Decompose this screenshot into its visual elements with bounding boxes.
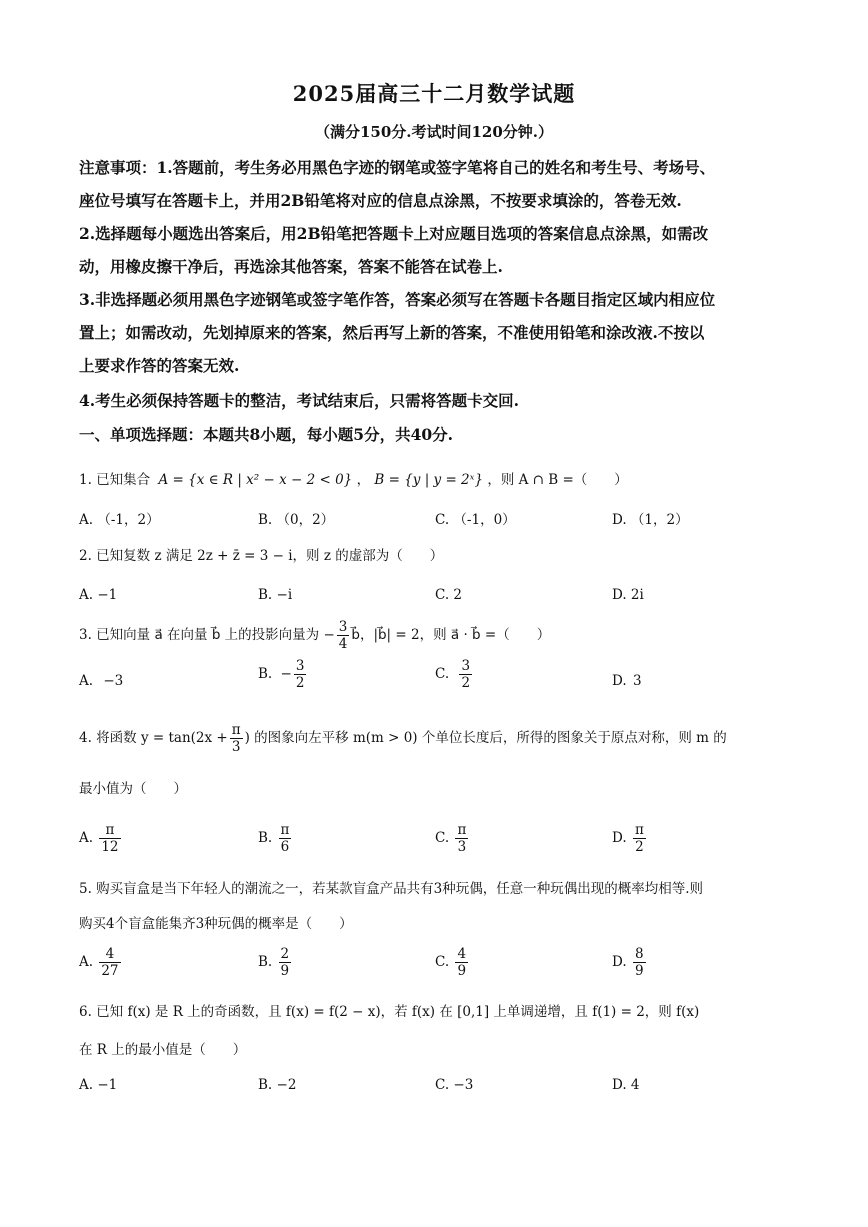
option-value: −3 [103, 673, 124, 689]
notice-line: 置上；如需改动，先划掉原来的答案，然后再写上新的答案，不准使用铅笔和涂改液.不按以 [79, 323, 705, 342]
section-heading: 一、单项选择题：本题共8小题，每小题5分，共40分. [79, 425, 454, 444]
notice-line: 4.考生必须保持答题卡的整洁，考试结束后，只需将答题卡交回. [79, 391, 520, 410]
option-fraction [459, 658, 472, 691]
q6-option-b: B. −2 [258, 1077, 297, 1093]
notice-line: 3.非选择题必须用黑色字迹钢笔或签字笔作答，答案必须写在答题卡各题目指定区域内相应位 [79, 290, 716, 309]
fraction-denominator: 9 [457, 963, 467, 979]
notice-line: 动，用橡皮擦干净后，再选涂其他答案，答案不能答在试卷上. [79, 257, 503, 276]
option-label: A. [79, 830, 94, 846]
option-label: C. [435, 954, 450, 970]
option-label: B. [258, 666, 273, 682]
option-sign: − [280, 666, 292, 682]
fraction-numerator: 4 [99, 946, 120, 963]
question-4-fraction [230, 722, 243, 755]
fraction-denominator: 3 [231, 739, 241, 755]
option-label: D. [612, 673, 627, 689]
option-label: B. [258, 830, 273, 846]
question-1-set-b: B = {y | y = 2ˣ} [374, 472, 484, 488]
option-fraction [99, 946, 120, 979]
option-fraction [294, 658, 307, 691]
fraction-denominator: 9 [634, 963, 644, 979]
q5-option-a [79, 946, 123, 979]
fraction-denominator: 2 [295, 675, 305, 691]
option-label: B. [258, 954, 273, 970]
notice-line: 座位号填写在答题卡上，并用2B铅笔将对应的信息点涂黑，不按要求填涂的，答卷无效. [79, 191, 682, 210]
option-label: D. [612, 954, 627, 970]
fraction-denominator: 27 [101, 963, 119, 979]
option-label: A. [79, 954, 94, 970]
q3-option-c [435, 658, 474, 691]
q4-option-a [79, 822, 123, 855]
question-5-line2: 购买4个盲盒能集齐3种玩偶的概率是（ ） [79, 916, 353, 932]
q3-option-a [79, 673, 123, 689]
fraction-numerator: π [634, 822, 644, 838]
option-fraction [455, 822, 468, 855]
option-fraction [633, 822, 646, 855]
option-label: C. [435, 666, 450, 682]
option-label: C. [435, 830, 450, 846]
fraction-numerator: 4 [457, 946, 467, 962]
fraction-denominator: 4 [338, 636, 348, 652]
fraction-numerator: π [280, 822, 290, 838]
q2-option-b: B. −i [258, 587, 293, 603]
q5-option-d [612, 946, 648, 979]
q4-option-b [258, 822, 293, 855]
question-1-set-a: A = {x ∈ R | x² − x − 2 < 0} [158, 472, 353, 488]
q3-option-b [258, 658, 308, 691]
option-label: A. [79, 673, 94, 689]
option-fraction [633, 946, 646, 979]
question-3-prefix: 3. 已知向量 a⃗ 在向量 b⃗ 上的投影向量为 − [79, 627, 335, 643]
question-3 [79, 617, 791, 653]
question-3-fraction [337, 619, 350, 652]
option-label: D. [612, 830, 627, 846]
fraction-numerator: 3 [338, 619, 348, 635]
q1-option-a: A. （-1，2） [79, 512, 160, 528]
notice-line: 2.选择题每小题选出答案后，用2B铅笔把答题卡上对应题目选项的答案信息点涂黑，如需改 [79, 224, 709, 243]
question-5: 5. 购买盲盒是当下年轻人的潮流之一，若某款盲盒产品共有3种玩偶，任意一种玩偶出现的概率均相等.则 [79, 881, 704, 897]
option-fraction [455, 946, 468, 979]
option-fraction [99, 822, 120, 855]
notice-line: 上要求作答的答案无效. [79, 356, 240, 375]
question-1-suffix: ，则 A ∩ B =（ ） [487, 472, 628, 488]
fraction-denominator: 3 [457, 839, 467, 855]
q2-option-a: A. −1 [79, 587, 118, 603]
question-4-suffix: ) 的图象向左平移 m(m > 0) 个单位长度后，所得的图象关于原点对称，则 m 的 [244, 730, 727, 746]
question-4-line2: 最小值为（ ） [79, 781, 187, 797]
fraction-numerator: 2 [280, 946, 290, 962]
q3-option-d [612, 673, 642, 689]
option-fraction [279, 822, 292, 855]
question-3-suffix: b⃗，|b⃗| = 2，则 a⃗ · b⃗ =（ ） [351, 627, 551, 643]
question-4-prefix: 4. 将函数 y = tan(2x + [79, 730, 228, 746]
q4-option-d [612, 822, 648, 855]
q1-option-b: B. （0，2） [258, 512, 335, 528]
option-fraction [279, 946, 292, 979]
question-2: 2. 已知复数 z 满足 2z + z̄ = 3 − i，则 z 的虚部为（ ） [79, 548, 444, 564]
notice-line: 注意事项：1.答题前，考生务必用黑色字迹的钢笔或签字笔将自己的姓名和考生号、考场号、 [79, 158, 716, 177]
fraction-denominator: 9 [280, 963, 290, 979]
fraction-denominator: 2 [635, 839, 644, 855]
q4-option-c [435, 822, 470, 855]
exam-subtitle: （满分150分.考试时间120分钟.） [314, 123, 554, 141]
q1-option-c: C. （-1，0） [435, 512, 516, 528]
q5-option-b [258, 946, 293, 979]
fraction-denominator: 12 [101, 839, 119, 855]
fraction-denominator: 2 [461, 675, 471, 691]
fraction-numerator: π [99, 822, 120, 839]
option-value: 3 [632, 673, 642, 689]
fraction-numerator: π [457, 822, 467, 838]
q6-option-d: D. 4 [612, 1077, 640, 1093]
fraction-numerator: 3 [295, 658, 305, 674]
q6-option-a: A. −1 [79, 1077, 118, 1093]
question-6: 6. 已知 f(x) 是 R 上的奇函数，且 f(x) = f(2 − x)，若 f(x) 在 [0,1] 上单调递增，且 f(1) = 2，则 f(x) [79, 1004, 700, 1020]
q2-option-c: C. 2 [435, 587, 463, 603]
exam-title: 2025届高三十二月数学试题 [292, 81, 576, 106]
question-4 [79, 720, 791, 756]
fraction-numerator: 3 [461, 658, 471, 674]
question-1-prefix: 1. 已知集合 [79, 472, 151, 488]
q6-option-c: C. −3 [435, 1077, 474, 1093]
q5-option-c [435, 946, 470, 979]
q1-option-d: D. （1，2） [612, 512, 689, 528]
fraction-numerator: π [231, 722, 241, 738]
question-1: 1. 已知集合 A = {x ∈ R | x² − x − 2 < 0} ， B = {y | y = 2ˣ} ，则 A ∩ B =（ ） [79, 472, 628, 488]
fraction-denominator: 6 [280, 839, 290, 855]
question-6-line2: 在 R 上的最小值是（ ） [79, 1042, 247, 1058]
q2-option-d: D. 2i [612, 587, 644, 603]
fraction-numerator: 8 [634, 946, 644, 962]
